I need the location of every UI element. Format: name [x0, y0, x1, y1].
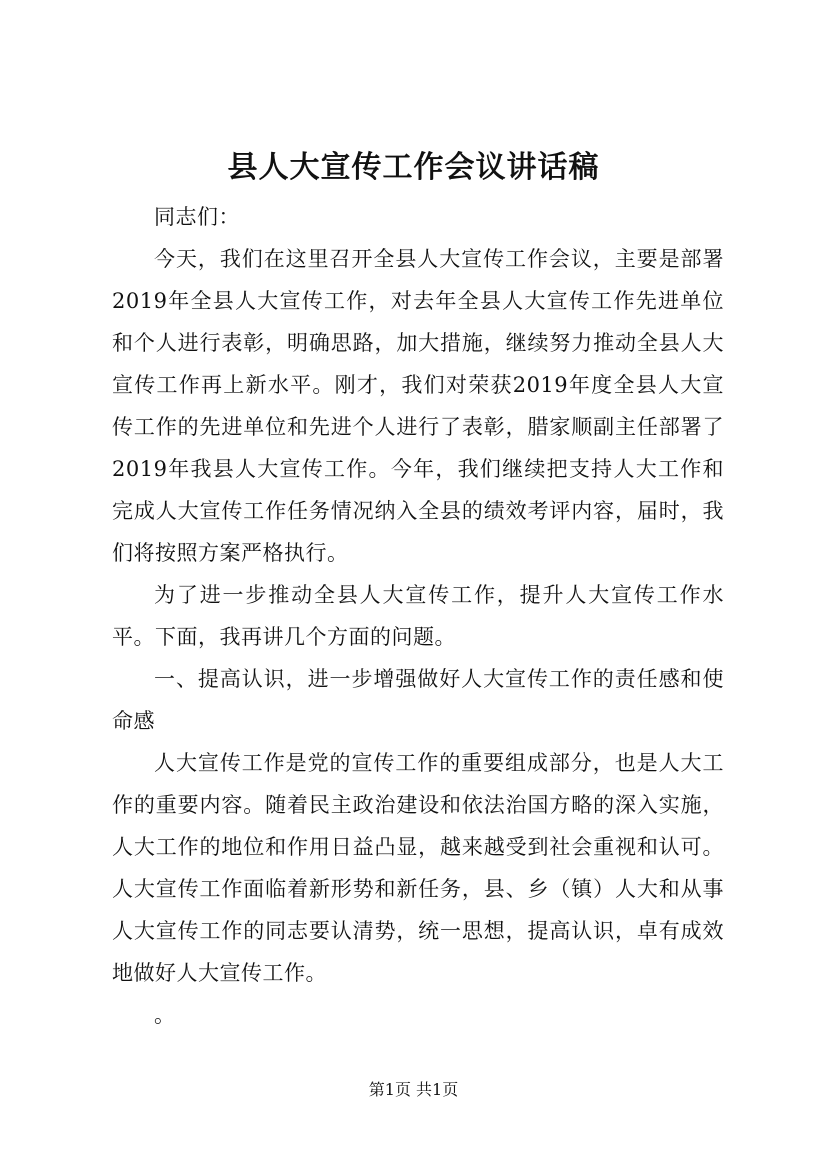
trailing-punctuation: 。 — [154, 1003, 176, 1027]
section-heading: 一、提高认识，进一步增强做好人大宣传工作的责任感和使命感 — [112, 667, 724, 733]
body-paragraph: 为了进一步推动全县人大宣传工作，提升人大宣传工作水平。下面，我再讲几个方面的问题。 — [112, 583, 724, 649]
body-paragraph: 今天，我们在这里召开全县人大宣传工作会议，主要是部署2019年全县人大宣传工作，对去年全县人大宣传工作先进单位和个人进行表彰，明确思路，加大措施，继续努力推动全县人大宣传工作再上新水平。刚才，我们对荣获2019年度全县人大宣传工作的先进单位和先进个人进行了表彰，腊家顺副主任部署了2019年我县人大宣传工作。今年，我们继续把支持人大工作和完成人大宣传工作任务情况纳入全县的绩效考评内容，届时，我们将按照方案严格执行。 — [112, 247, 724, 565]
document-title: 县人大宣传工作会议讲话稿 — [227, 150, 600, 185]
document-body — [112, 196, 724, 1036]
greeting-paragraph: 同志们： — [154, 205, 240, 229]
page-footer: 第1页 共1页 — [368, 1080, 459, 1099]
body-paragraph: 人大宣传工作是党的宣传工作的重要组成部分，也是人大工作的重要内容。随着民主政治建设和依法治国方略的深入实施，人大工作的地位和作用日益凸显，越来越受到社会重视和认可。人大宣传工作面临着新形势和新任务，县、乡（镇）人大和从事人大宣传工作的同志要认清势，统一思想，提高认识，卓有成效地做好人大宣传工作。 — [112, 751, 724, 985]
